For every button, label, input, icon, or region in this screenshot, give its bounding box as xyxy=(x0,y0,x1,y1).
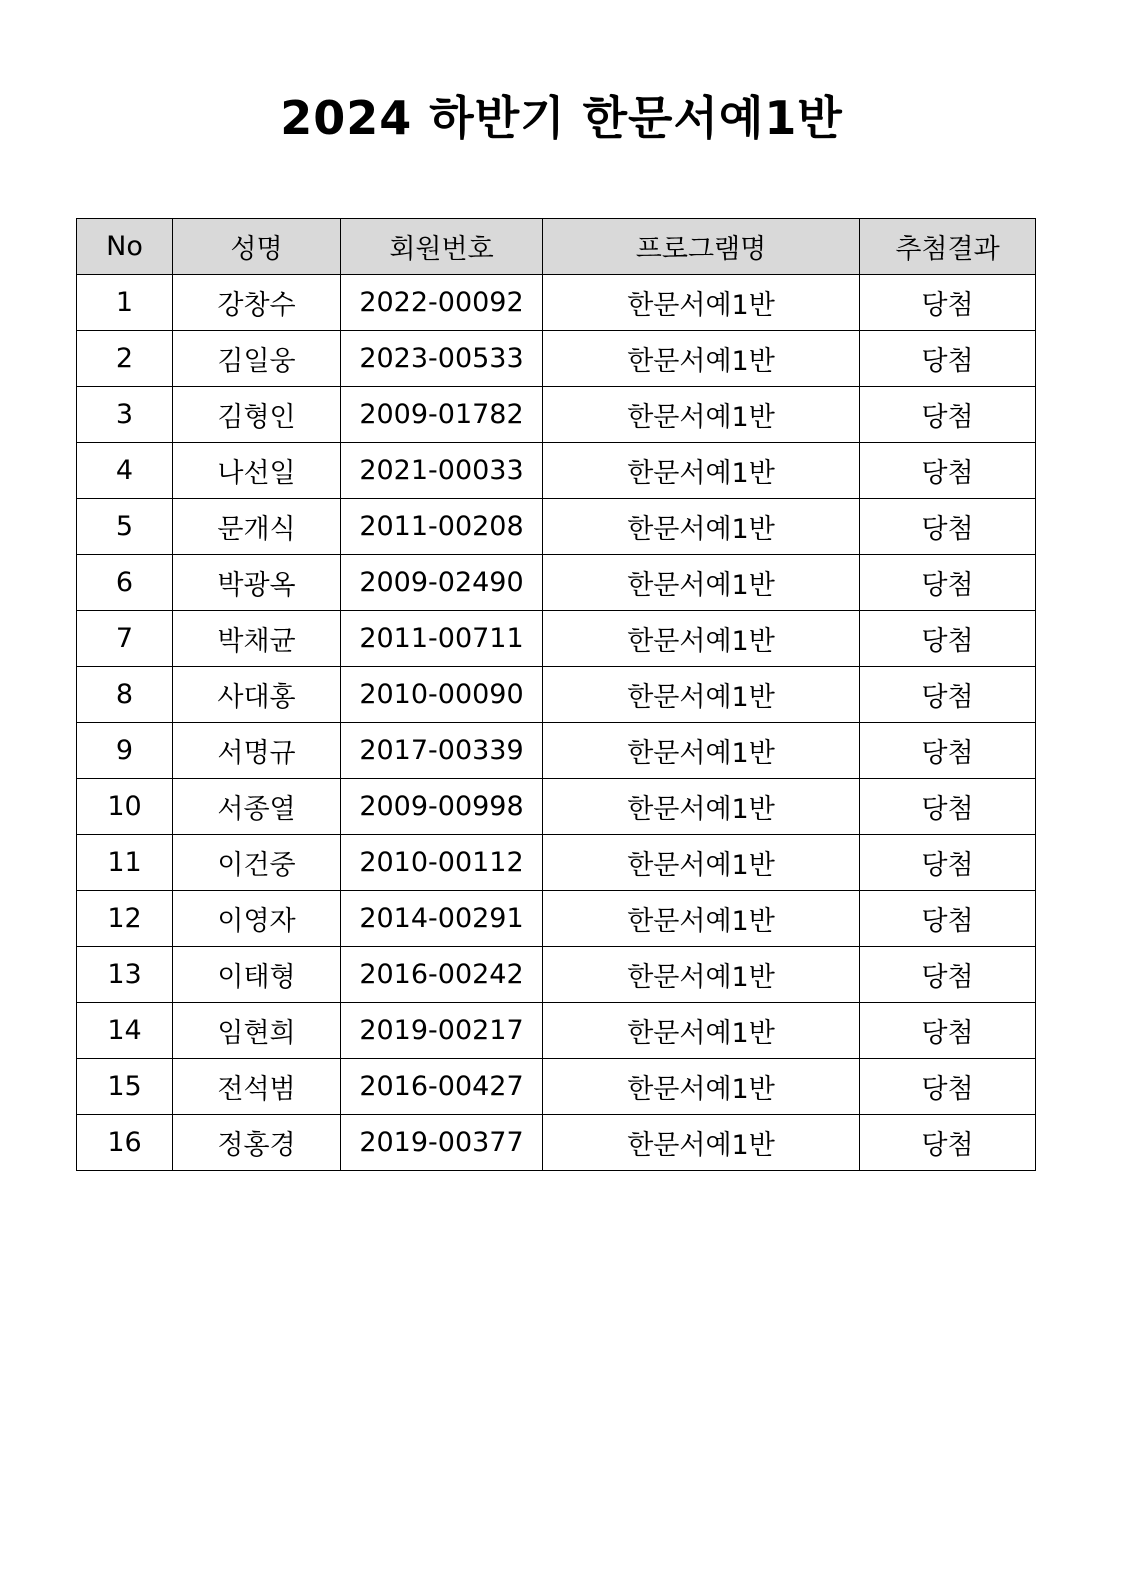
cell-program-name: 한문서예1반 xyxy=(543,1003,860,1059)
cell-draw-result: 당첨 xyxy=(860,611,1036,667)
table-row xyxy=(77,1003,1036,1059)
cell-draw-result: 당첨 xyxy=(860,1003,1036,1059)
cell-member-number: 2016-00427 xyxy=(341,1059,543,1115)
table-row xyxy=(77,555,1036,611)
cell-draw-result: 당첨 xyxy=(860,947,1036,1003)
cell-no: 4 xyxy=(77,443,173,499)
cell-draw-result: 당첨 xyxy=(860,499,1036,555)
cell-member-number: 2017-00339 xyxy=(341,723,543,779)
cell-name: 강창수 xyxy=(173,275,341,331)
cell-draw-result: 당첨 xyxy=(860,1115,1036,1171)
cell-program-name: 한문서예1반 xyxy=(543,275,860,331)
cell-name: 박채균 xyxy=(173,611,341,667)
cell-program-name: 한문서예1반 xyxy=(543,443,860,499)
table-row xyxy=(77,443,1036,499)
cell-member-number: 2011-00208 xyxy=(341,499,543,555)
cell-program-name: 한문서예1반 xyxy=(543,723,860,779)
cell-program-name: 한문서예1반 xyxy=(543,331,860,387)
cell-member-number: 2019-00377 xyxy=(341,1115,543,1171)
cell-name: 이건중 xyxy=(173,835,341,891)
cell-no: 7 xyxy=(77,611,173,667)
cell-no: 9 xyxy=(77,723,173,779)
cell-program-name: 한문서예1반 xyxy=(543,1115,860,1171)
cell-no: 15 xyxy=(77,1059,173,1115)
cell-draw-result: 당첨 xyxy=(860,1059,1036,1115)
cell-name: 이영자 xyxy=(173,891,341,947)
page-title: 2024 하반기 한문서예1반 xyxy=(280,91,843,145)
cell-no: 3 xyxy=(77,387,173,443)
cell-program-name: 한문서예1반 xyxy=(543,611,860,667)
header-name: 성명 xyxy=(173,219,341,275)
cell-no: 6 xyxy=(77,555,173,611)
cell-name: 임현희 xyxy=(173,1003,341,1059)
cell-no: 12 xyxy=(77,891,173,947)
cell-name: 김일웅 xyxy=(173,331,341,387)
cell-name: 나선일 xyxy=(173,443,341,499)
table-row xyxy=(77,331,1036,387)
cell-no: 5 xyxy=(77,499,173,555)
cell-member-number: 2016-00242 xyxy=(341,947,543,1003)
cell-member-number: 2009-00998 xyxy=(341,779,543,835)
cell-draw-result: 당첨 xyxy=(860,331,1036,387)
cell-no: 16 xyxy=(77,1115,173,1171)
cell-draw-result: 당첨 xyxy=(860,667,1036,723)
cell-program-name: 한문서예1반 xyxy=(543,1059,860,1115)
header-no: No xyxy=(77,219,173,275)
cell-member-number: 2023-00533 xyxy=(341,331,543,387)
cell-member-number: 2010-00112 xyxy=(341,835,543,891)
table-row xyxy=(77,1115,1036,1171)
cell-name: 서종열 xyxy=(173,779,341,835)
cell-name: 김형인 xyxy=(173,387,341,443)
cell-no: 10 xyxy=(77,779,173,835)
cell-draw-result: 당첨 xyxy=(860,779,1036,835)
cell-draw-result: 당첨 xyxy=(860,275,1036,331)
cell-name: 정홍경 xyxy=(173,1115,341,1171)
header-row xyxy=(77,219,1036,275)
table-row xyxy=(77,387,1036,443)
cell-member-number: 2014-00291 xyxy=(341,891,543,947)
cell-program-name: 한문서예1반 xyxy=(543,779,860,835)
table-row xyxy=(77,835,1036,891)
cell-name: 박광옥 xyxy=(173,555,341,611)
cell-program-name: 한문서예1반 xyxy=(543,835,860,891)
cell-member-number: 2010-00090 xyxy=(341,667,543,723)
cell-member-number: 2009-02490 xyxy=(341,555,543,611)
table-body xyxy=(77,275,1036,1171)
table-header xyxy=(77,219,1036,275)
table-row xyxy=(77,611,1036,667)
cell-name: 이태형 xyxy=(173,947,341,1003)
table-row xyxy=(77,891,1036,947)
cell-program-name: 한문서예1반 xyxy=(543,499,860,555)
cell-member-number: 2022-00092 xyxy=(341,275,543,331)
cell-draw-result: 당첨 xyxy=(860,443,1036,499)
cell-member-number: 2021-00033 xyxy=(341,443,543,499)
cell-program-name: 한문서예1반 xyxy=(543,667,860,723)
cell-program-name: 한문서예1반 xyxy=(543,387,860,443)
cell-no: 8 xyxy=(77,667,173,723)
cell-no: 13 xyxy=(77,947,173,1003)
table-row xyxy=(77,1059,1036,1115)
cell-draw-result: 당첨 xyxy=(860,387,1036,443)
cell-member-number: 2011-00711 xyxy=(341,611,543,667)
cell-program-name: 한문서예1반 xyxy=(543,891,860,947)
cell-draw-result: 당첨 xyxy=(860,723,1036,779)
cell-program-name: 한문서예1반 xyxy=(543,947,860,1003)
cell-name: 서명규 xyxy=(173,723,341,779)
header-program-name: 프로그램명 xyxy=(543,219,860,275)
table-row xyxy=(77,275,1036,331)
table-row xyxy=(77,947,1036,1003)
cell-no: 2 xyxy=(77,331,173,387)
cell-no: 1 xyxy=(77,275,173,331)
cell-draw-result: 당첨 xyxy=(860,891,1036,947)
table-row xyxy=(77,779,1036,835)
cell-no: 14 xyxy=(77,1003,173,1059)
cell-name: 사대홍 xyxy=(173,667,341,723)
table-row xyxy=(77,723,1036,779)
header-draw-result: 추첨결과 xyxy=(860,219,1036,275)
table-row xyxy=(77,667,1036,723)
cell-member-number: 2009-01782 xyxy=(341,387,543,443)
cell-name: 문개식 xyxy=(173,499,341,555)
cell-program-name: 한문서예1반 xyxy=(543,555,860,611)
table-row xyxy=(77,499,1036,555)
cell-name: 전석범 xyxy=(173,1059,341,1115)
cell-member-number: 2019-00217 xyxy=(341,1003,543,1059)
lottery-result-table xyxy=(76,218,1036,1171)
header-member-number: 회원번호 xyxy=(341,219,543,275)
cell-draw-result: 당첨 xyxy=(860,555,1036,611)
cell-no: 11 xyxy=(77,835,173,891)
cell-draw-result: 당첨 xyxy=(860,835,1036,891)
